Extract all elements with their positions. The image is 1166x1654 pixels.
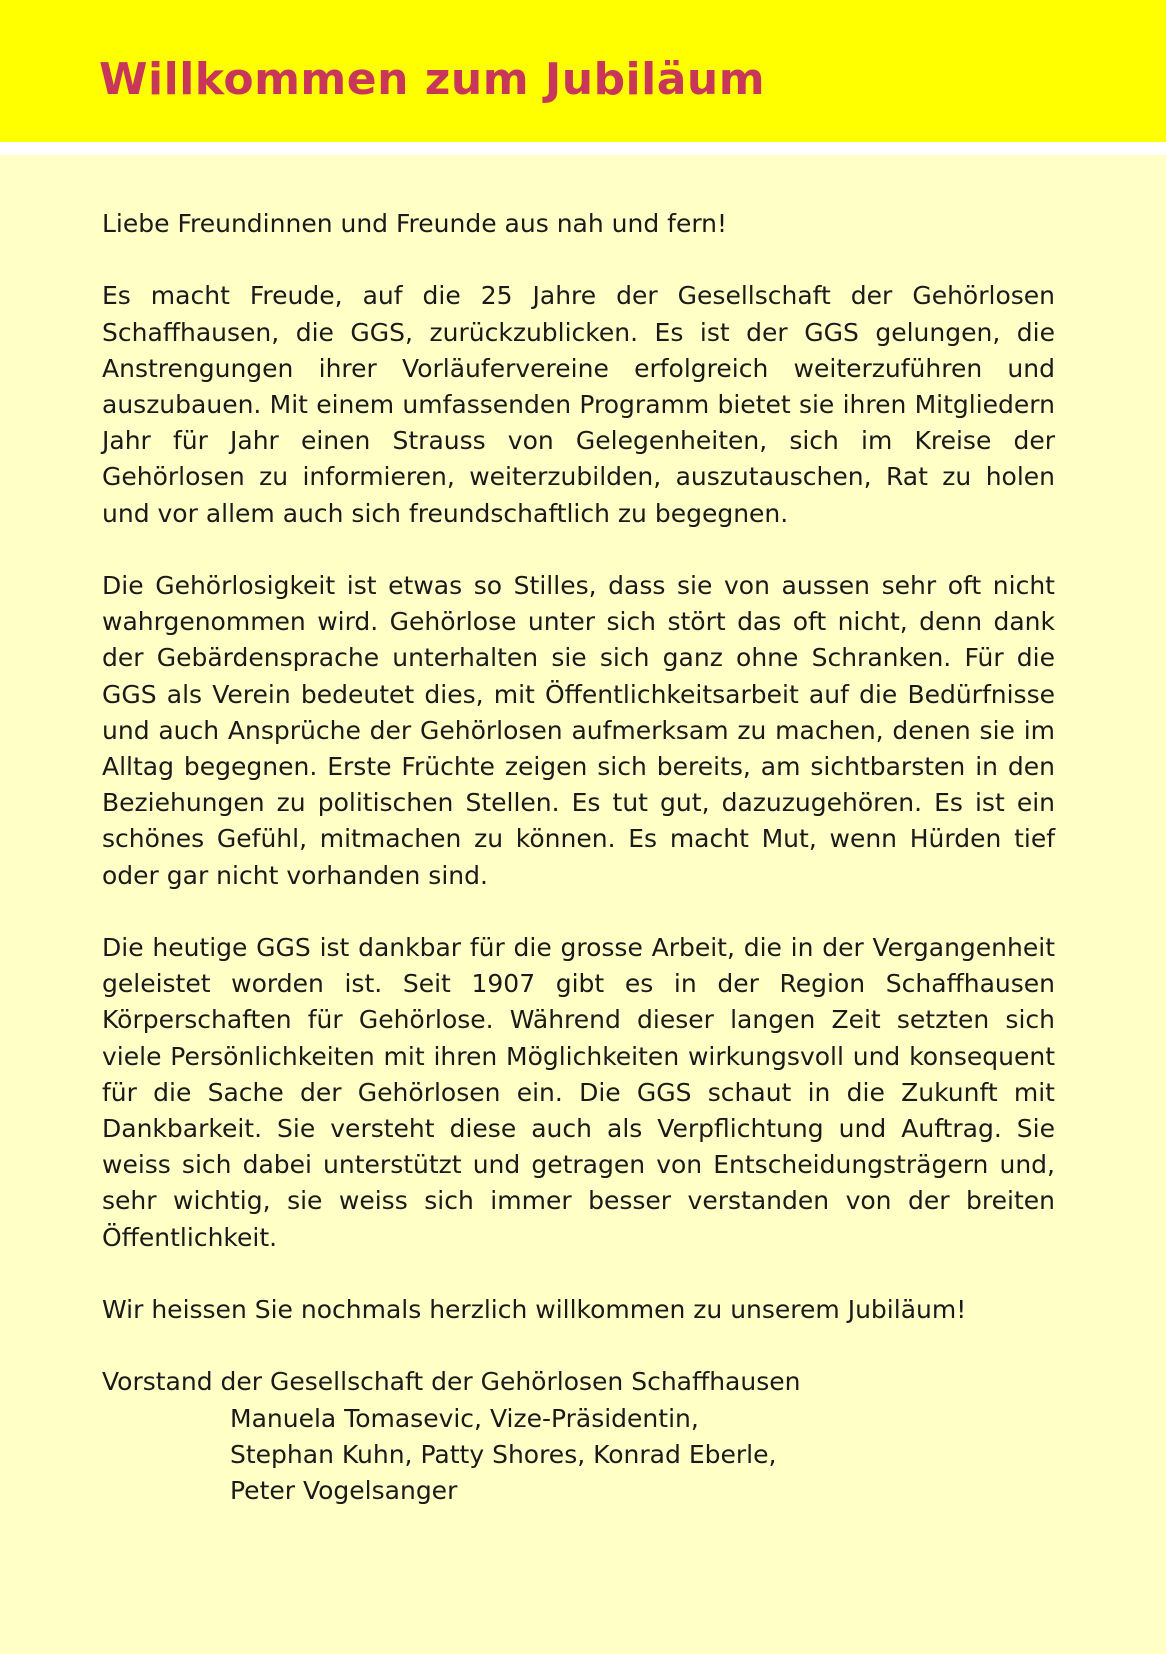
letter-body xyxy=(102,206,1055,1509)
signature-line: Stephan Kuhn, Patty Shores, Konrad Eberle, xyxy=(230,1439,777,1469)
signature-line: Peter Vogelsanger xyxy=(230,1476,458,1506)
signature-line: Manuela Tomasevic, Vize-Präsidentin, xyxy=(230,1403,699,1433)
signature-names xyxy=(102,1401,1055,1510)
salutation: Liebe Freundinnen und Freunde aus nah und fern! xyxy=(102,209,728,238)
page-title: Willkommen zum Jubiläum xyxy=(99,54,766,105)
signature-block xyxy=(102,1364,1055,1509)
paragraph-silence: Die Gehörlosigkeit ist etwas so Stilles, dass sie von aussen sehr oft nicht wahrgenommen wird. Gehörlose unter sich stört das oft nicht, denn dank der Gebärdensprache unterhalten sie sich ganz ohne Schranken. Für die GGS als Verein bedeutet dies, mit Öffentlichkeitsarbeit auf die Bedürfnisse und auch Ansprüche der Gehörlosen aufmerksam zu machen, denen sie im Alltag begegnen. Erste Früchte zeigen sich bereits, am sichtbarsten in den Beziehungen zu politischen Stellen. Es tut gut, dazuzugehören. Es ist ein schönes Gefühl, mitmachen zu können. Es macht Mut, wenn Hürden tief oder gar nicht vorhanden sind. xyxy=(102,571,1055,890)
closing-line: Wir heissen Sie nochmals herzlich willkommen zu unserem Jubiläum! xyxy=(102,1295,967,1325)
paragraph-intro: Es macht Freude, auf die 25 Jahre der Gesellschaft der Gehörlosen Schaffhausen, die GGS, zurückzublicken. Es ist der GGS gelungen, die Anstrengungen ihrer Vorläufervereine erfolgreich weiterzuführen und auszubauen. Mit einem umfassenden Programm bietet sie ihren Mitgliedern Jahr für Jahr einen Strauss von Gelegenheiten, sich im Kreise der Gehörlosen zu informieren, weiterzubilden, auszutauschen, Rat zu holen und vor allem auch sich freundschaftlich zu begegnen. xyxy=(102,281,1055,528)
paragraph-gratitude: Die heutige GGS ist dankbar für die grosse Arbeit, die in der Vergangenheit geleistet worden ist. Seit 1907 gibt es in der Region Schaffhausen Körperschaften für Gehörlose. Während dieser langen Zeit setzten sich viele Persönlichkeiten mit ihren Möglichkeiten wirkungsvoll und konsequent für die Sache der Gehörlosen ein. Die GGS schaut in die Zukunft mit Dankbarkeit. Sie versteht diese auch als Verpflichtung und Auftrag. Sie weiss sich dabei unterstützt und getragen von Entscheidungsträgern und, sehr wichtig, sie weiss sich immer besser verstanden von der breiten Öffentlichkeit. xyxy=(102,933,1055,1252)
signature-organization: Vorstand der Gesellschaft der Gehörlosen Schaffhausen xyxy=(102,1367,801,1397)
